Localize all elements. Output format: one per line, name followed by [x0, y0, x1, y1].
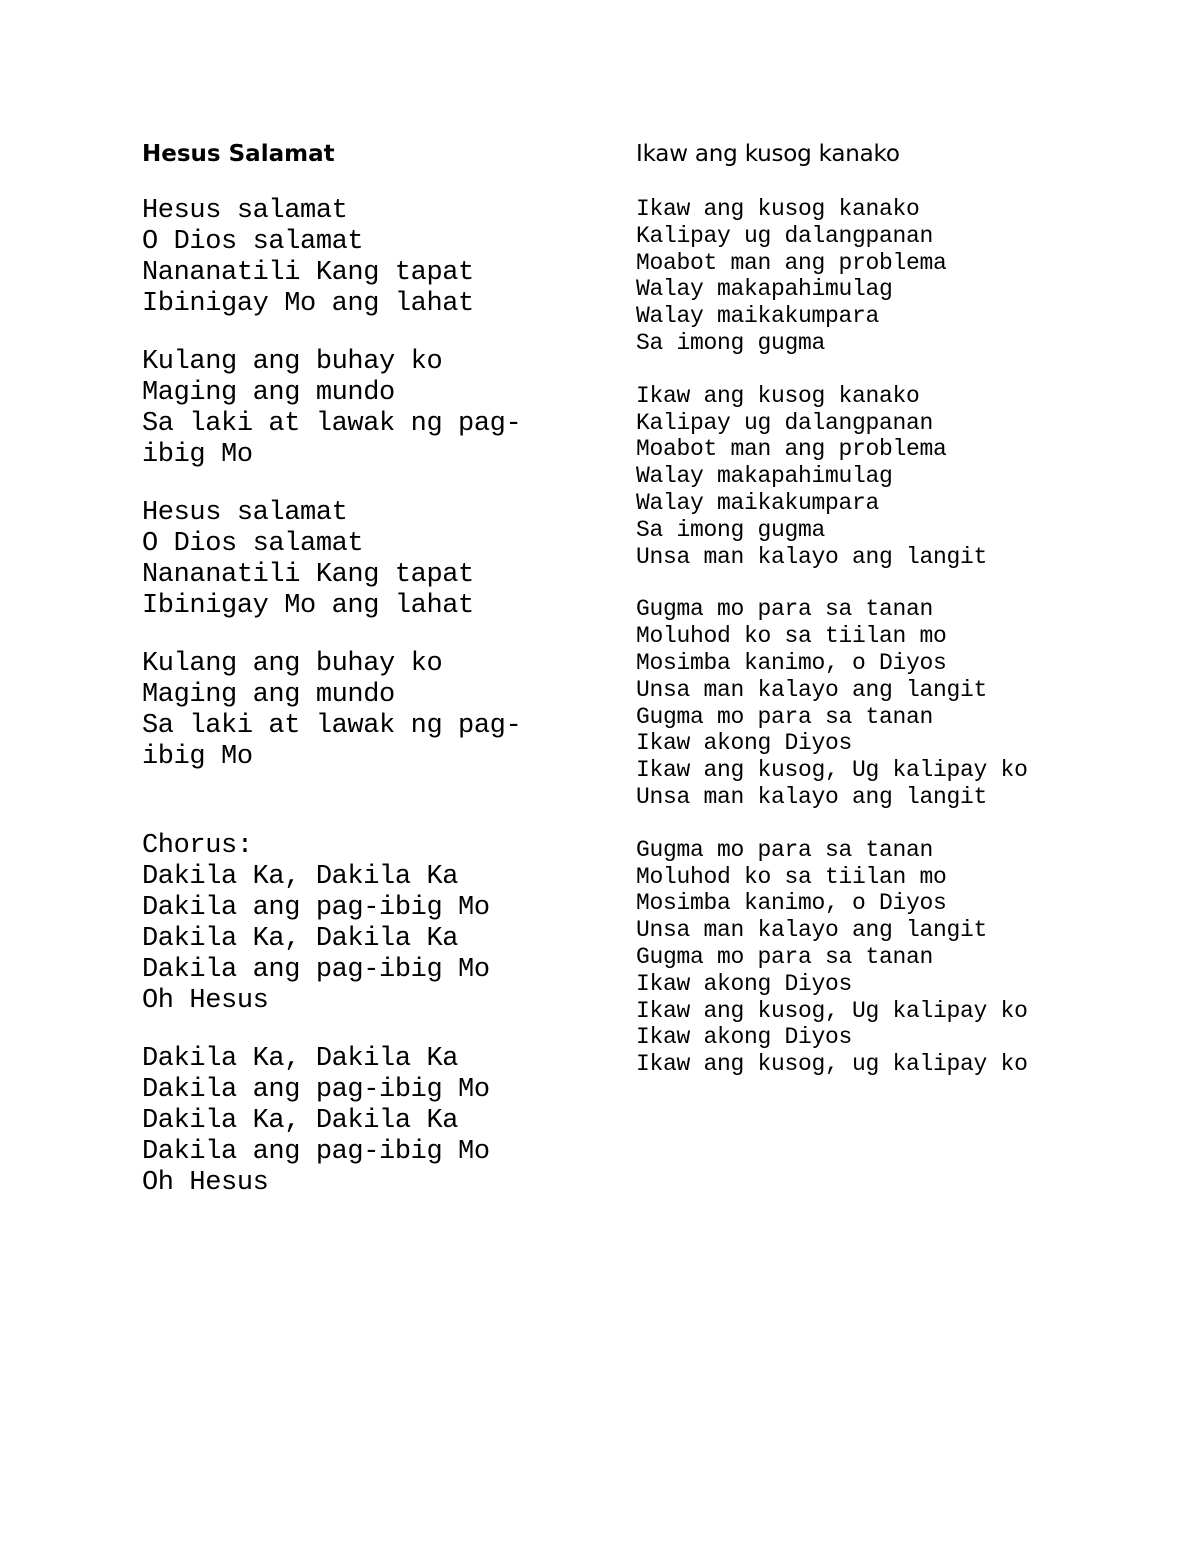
song-title: Ikaw ang kusog kanako: [636, 141, 900, 167]
lyric-line: Mosimba kanimo, o Diyos: [636, 649, 947, 676]
lyric-line: Dakila Ka, Dakila Ka: [142, 862, 459, 892]
lyric-line: ibig Mo: [142, 440, 253, 470]
lyric-stanza: [636, 596, 1028, 810]
lyric-line: Ibinigay Mo ang lahat: [142, 289, 474, 319]
lyric-line: Ikaw akong Diyos: [636, 730, 853, 757]
lyric-line: Nananatili Kang tapat: [142, 258, 474, 288]
lyric-line: Dakila ang pag-ibig Mo: [142, 1075, 490, 1105]
lyric-line: Kalipay ug dalangpanan: [636, 222, 934, 249]
lyric-stanza: [142, 1044, 521, 1199]
lyric-line: Ikaw ang kusog kanako: [636, 196, 920, 222]
lyric-line: Maging ang mundo: [142, 680, 395, 710]
lyric-line: Sa laki at lawak ng pag-: [142, 409, 522, 439]
lyric-line: Hesus salamat: [142, 498, 348, 528]
lyric-line: Kulang ang buhay ko: [142, 347, 443, 377]
lyric-line: Dakila Ka, Dakila Ka: [142, 1106, 459, 1136]
lyric-line: Gugma mo para sa tanan: [636, 596, 934, 623]
lyric-line: Ikaw akong Diyos: [636, 1024, 853, 1051]
lyric-line: Moabot man ang problema: [636, 249, 947, 276]
lyric-line: Sa laki at lawak ng pag-: [142, 711, 522, 741]
lyric-line: Ikaw ang kusog, ug kalipay ko: [636, 1051, 1028, 1078]
lyric-line: Sa imong gugma: [636, 516, 826, 543]
lyric-line: Moluhod ko sa tiilan mo: [636, 623, 947, 650]
lyric-line: Ikaw akong Diyos: [636, 970, 853, 997]
lyrics-block: [636, 196, 1028, 1104]
lyric-line: Oh Hesus: [142, 1168, 269, 1198]
lyric-stanza: [636, 383, 1028, 571]
lyric-line: Kalipay ug dalangpanan: [636, 409, 934, 436]
chorus-label: Chorus:: [142, 831, 253, 861]
lyric-line: Oh Hesus: [142, 986, 269, 1016]
lyric-line: Moluhod ko sa tiilan mo: [636, 863, 947, 890]
lyric-line: Gugma mo para sa tanan: [636, 836, 934, 863]
lyric-line: Gugma mo para sa tanan: [636, 703, 934, 730]
lyric-line: Kulang ang buhay ko: [142, 649, 443, 679]
lyric-line: Dakila Ka, Dakila Ka: [142, 1044, 459, 1074]
lyric-line: Unsa man kalayo ang langit: [636, 543, 988, 570]
song-title: Hesus Salamat: [142, 141, 335, 167]
lyric-line: Moabot man ang problema: [636, 436, 947, 463]
lyric-line: Unsa man kalayo ang langit: [636, 676, 988, 703]
lyric-line: Maging ang mundo: [142, 378, 395, 408]
lyric-line: Walay maikakumpara: [636, 489, 880, 516]
lyric-line: Unsa man kalayo ang langit: [636, 783, 988, 810]
lyric-line: Walay makapahimulag: [636, 276, 893, 303]
lyric-stanza: [636, 196, 1028, 357]
lyric-line: O Dios salamat: [142, 227, 364, 257]
lyric-line: Dakila ang pag-ibig Mo: [142, 955, 490, 985]
lyric-line: Walay maikakumpara: [636, 303, 880, 330]
lyric-stanza: [142, 498, 521, 622]
lyric-line: Unsa man kalayo ang langit: [636, 917, 988, 944]
lyric-line: Dakila ang pag-ibig Mo: [142, 1137, 490, 1167]
lyric-line: ibig Mo: [142, 742, 253, 772]
lyric-line: Dakila ang pag-ibig Mo: [142, 893, 490, 923]
lyric-line: Ikaw ang kusog kanako: [636, 382, 920, 409]
lyric-line: Nananatili Kang tapat: [142, 560, 474, 590]
chorus-stanza: [142, 831, 521, 1017]
lyric-line: Ikaw ang kusog, Ug kalipay ko: [636, 997, 1028, 1024]
lyric-stanza: [636, 837, 1028, 1078]
lyric-line: O Dios salamat: [142, 529, 364, 559]
lyric-line: Sa imong gugma: [636, 329, 826, 356]
lyric-line: Walay makapahimulag: [636, 463, 893, 490]
lyric-line: Mosimba kanimo, o Diyos: [636, 890, 947, 917]
lyric-line: Dakila Ka, Dakila Ka: [142, 924, 459, 954]
lyrics-block: [142, 196, 521, 1226]
lyric-line: Gugma mo para sa tanan: [636, 943, 934, 970]
lyric-stanza: [142, 649, 521, 773]
lyric-stanza: [142, 196, 521, 320]
lyric-line: Ikaw ang kusog, Ug kalipay ko: [636, 757, 1028, 784]
lyric-stanza: [142, 347, 521, 471]
lyric-line: Ibinigay Mo ang lahat: [142, 591, 474, 621]
lyric-line: Hesus salamat: [142, 196, 348, 226]
